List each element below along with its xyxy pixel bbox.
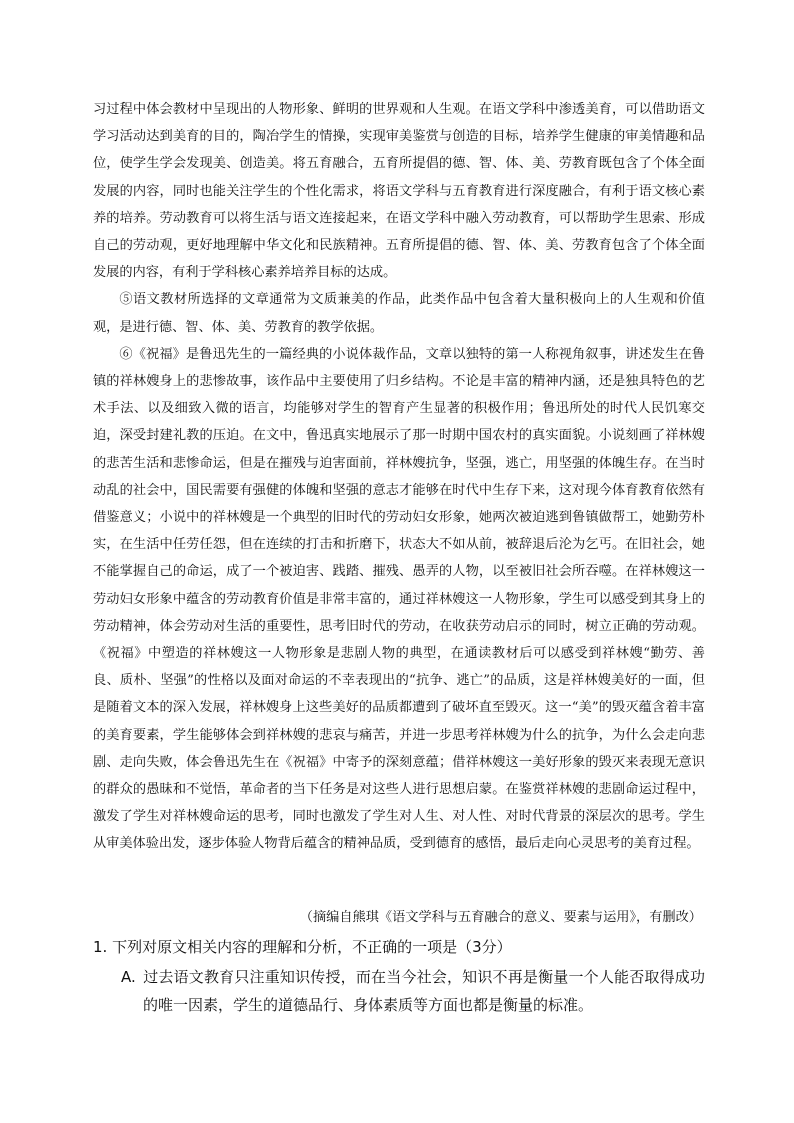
option-a-letter: A. bbox=[121, 968, 136, 986]
reading-passage bbox=[93, 96, 705, 858]
question-1 bbox=[93, 933, 705, 1019]
passage-paragraph-continued: 习过程中体会教材中呈现出的人物形象、鲜明的世界观和人生观。在语文学科中渗透美育，可以借助语文学习活动达到美育的目的，陶冶学生的情操，实现审美鉴赏与创造的目标，培养学生健康的审美情趣和品位，使学生学会发现美、创造美。将五育融合，五育所提倡的德、智、体、美、劳教育既包含了个体全面发展的内容，同时也能关注学生的个性化需求，将语文学科与五育教育进行深度融合，有利于语文核心素养的培养。劳动教育可以将生活与语文连接起来，在语文学科中融入劳动教育，可以帮助学生思索、形成自己的劳动观，更好地理解中华文化和民族精神。五育所提倡的德、智、体、美、劳教育包含了个体全面发展的内容，有利于学科核心素养培养目标的达成。 bbox=[93, 102, 705, 281]
option-a[interactable] bbox=[121, 963, 705, 1019]
passage-paragraph-5: ⑤语文教材所选择的文章通常为文质兼美的作品，此类作品中包含着大量积极向上的人生观和价值观，是进行德、智、体、美、劳教育的教学依据。 bbox=[93, 292, 705, 335]
passage-paragraph-6: ⑥《祝福》是鲁迅先生的一篇经典的小说体裁作品，文章以独特的第一人称视角叙事，讲述发生在鲁镇的祥林嫂身上的悲惨故事，该作品中主要使用了归乡结构。不论是丰富的精神内涵，还是独具特色的艺术手法、以及细致入微的语言，均能够对学生的智育产生显著的积极作用；鲁迅所处的时代人民饥寒交迫，深受封建礼教的压迫。在文中，鲁迅真实地展示了那一时期中国农村的真实面貌。小说刻画了祥林嫂的悲苦生活和悲惨命运，但是在摧残与迫害面前，祥林嫂抗争，坚强，逃亡，用坚强的体魄生存。在当时动乱的社会中，国民需要有强健的体魄和坚强的意志才能够在时代中生存下来，这对现今体育教育依然有借鉴意义；小说中的祥林嫂是一个典型的旧时代的劳动妇女形象，她两次被迫逃到鲁镇做帮工，她勤劳朴实，在生活中任劳任怨，但在连续的打击和折磨下，状态大不如从前，被辞退后沦为乞丐。在旧社会，她不能掌握自己的命运，成了一个被迫害、践踏、摧残、愚弄的人物，以至被旧社会所吞噬。在祥林嫂这一劳动妇女形象中蕴含的劳动教育价值是非常丰富的，通过祥林嫂这一人物形象，学生可以感受到其身上的劳动精神，体会劳动对生活的重要性，思考旧时代的劳动，在收获劳动启示的同时，树立正确的劳动观。《祝福》中塑造的祥林嫂这一人物形象是悲剧人物的典型，在通读教材后可以感受到祥林嫂“勤劳、善良、质朴、坚强”的性格以及面对命运的不幸表现出的“抗争、逃亡”的品质，这是祥林嫂美好的一面，但是随着文本的深入发展，祥林嫂身上这些美好的品质都遭到了破坏直至毁灭。这一“美”的毁灭蕴含着丰富的美育要素，学生能够体会到祥林嫂的悲哀与痛苦，并进一步思考祥林嫂为什么的抗争，为什么会走向悲剧、走向失败，体会鲁迅先生在《祝福》中寄予的深刻意蕴；借祥林嫂这一美好形象的毁灭来表现无意识的群众的愚昧和不觉悟，革命者的当下任务是对这些人进行思想启蒙。在鉴赏祥林嫂的悲剧命运过程中，激发了学生对祥林嫂命运的思考，同时也激发了学生对人生、对人性、对时代背景的深层次的思考。学生从审美体验出发，逐步体验人物背后蕴含的精神品质，受到德育的感悟，最后走向心灵思考的美育过程。 bbox=[93, 346, 705, 852]
passage-source-citation: （摘编自熊琪《语文学科与五育融合的意义、要素与运用》，有删改） bbox=[299, 910, 702, 925]
question-stem: 1. 下列对原文相关内容的理解和分析，不正确的一项是（3分） bbox=[93, 938, 512, 956]
option-a-text: 过去语文教育只注重知识传授，而在当今社会，知识不再是衡量一个人能否取得成功的唯一因素，学生的道德品行、身体素质等方面也都是衡量的标准。 bbox=[143, 968, 705, 1014]
